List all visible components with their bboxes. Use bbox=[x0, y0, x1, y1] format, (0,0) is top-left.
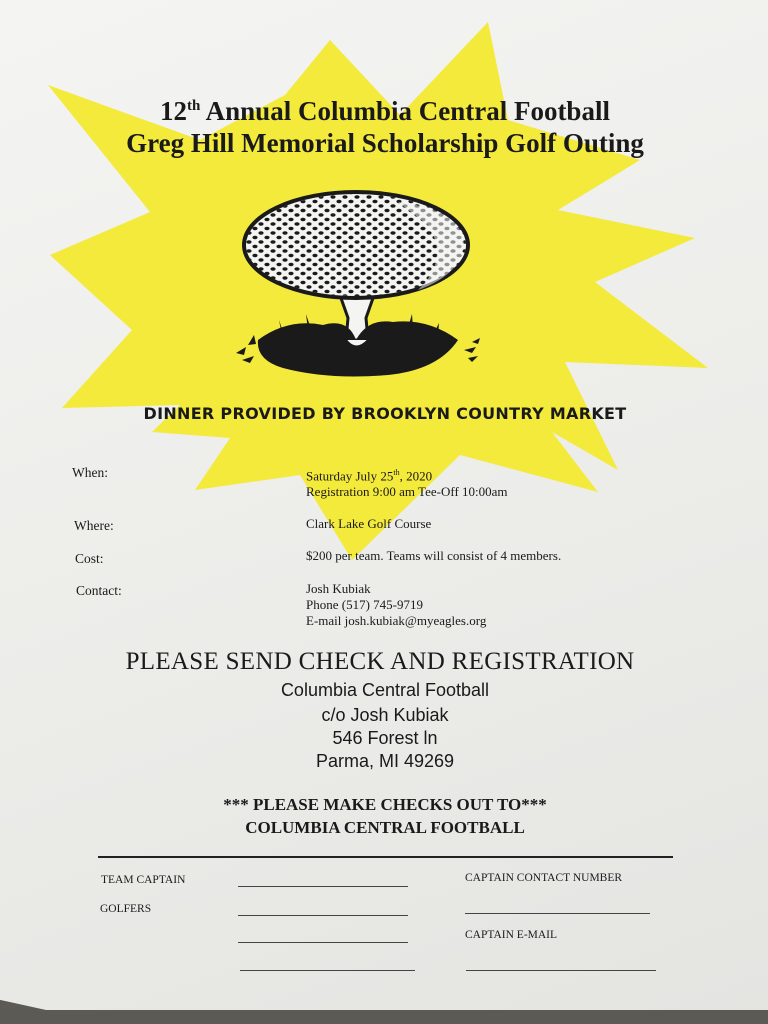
golfer-field-1[interactable] bbox=[238, 915, 408, 916]
contact-phone: Phone (517) 745-9719 bbox=[306, 597, 423, 612]
team-captain-label: TEAM CAPTAIN bbox=[101, 874, 186, 886]
captain-contact-number-field[interactable] bbox=[465, 913, 650, 914]
when-date bbox=[306, 464, 432, 484]
golfer-field-2[interactable] bbox=[238, 942, 408, 943]
title-line-1-text: Annual Columbia Central Football bbox=[200, 96, 610, 126]
team-captain-field[interactable] bbox=[238, 886, 408, 887]
captain-email-field[interactable] bbox=[466, 970, 656, 971]
golfers-label: GOLFERS bbox=[100, 903, 152, 915]
when-date-year: , 2020 bbox=[399, 468, 433, 484]
cost-value: $200 per team. Teams will consist of 4 members. bbox=[306, 548, 562, 563]
send-registration-heading: PLEASE SEND CHECK AND REGISTRATION bbox=[125, 648, 635, 675]
mailing-line-2: c/o Josh Kubiak bbox=[321, 705, 449, 725]
when-date-text: Saturday July 25 bbox=[306, 468, 394, 484]
mailing-line-4: Parma, MI 49269 bbox=[315, 751, 455, 771]
when-label: When: bbox=[72, 465, 108, 480]
mailing-line-3: 546 Forest ln bbox=[332, 728, 438, 748]
contact-label: Contact: bbox=[76, 583, 122, 598]
checks-payable-line-1: *** PLEASE MAKE CHECKS OUT TO*** bbox=[223, 795, 547, 814]
contact-email: E-mail josh.kubiak@myeagles.org bbox=[306, 613, 487, 628]
where-label: Where: bbox=[74, 518, 114, 533]
mailing-line-1: Columbia Central Football bbox=[280, 680, 490, 700]
when-date-suffix: th bbox=[393, 468, 400, 477]
title-line-1 bbox=[40, 90, 730, 128]
cost-label: Cost: bbox=[75, 551, 104, 566]
contact-name: Josh Kubiak bbox=[306, 581, 371, 596]
where-value: Clark Lake Golf Course bbox=[306, 516, 432, 531]
golfer-field-3[interactable] bbox=[240, 970, 415, 971]
title-ordinal: 12 bbox=[160, 96, 188, 126]
title-ordinal-suffix: th bbox=[187, 98, 201, 114]
golf-ball-on-tee-icon bbox=[228, 190, 488, 385]
checks-payable-line-2: COLUMBIA CENTRAL FOOTBALL bbox=[245, 818, 525, 837]
title-line-2: Greg Hill Memorial Scholarship Golf Outing bbox=[126, 128, 644, 158]
dinner-banner: DINNER PROVIDED BY BROOKLYN COUNTRY MARKET bbox=[143, 404, 627, 423]
when-times: Registration 9:00 am Tee-Off 10:00am bbox=[306, 484, 508, 499]
form-divider bbox=[98, 856, 673, 858]
captain-contact-number-label: CAPTAIN CONTACT NUMBER bbox=[465, 872, 623, 884]
captain-email-label: CAPTAIN E-MAIL bbox=[465, 929, 558, 941]
